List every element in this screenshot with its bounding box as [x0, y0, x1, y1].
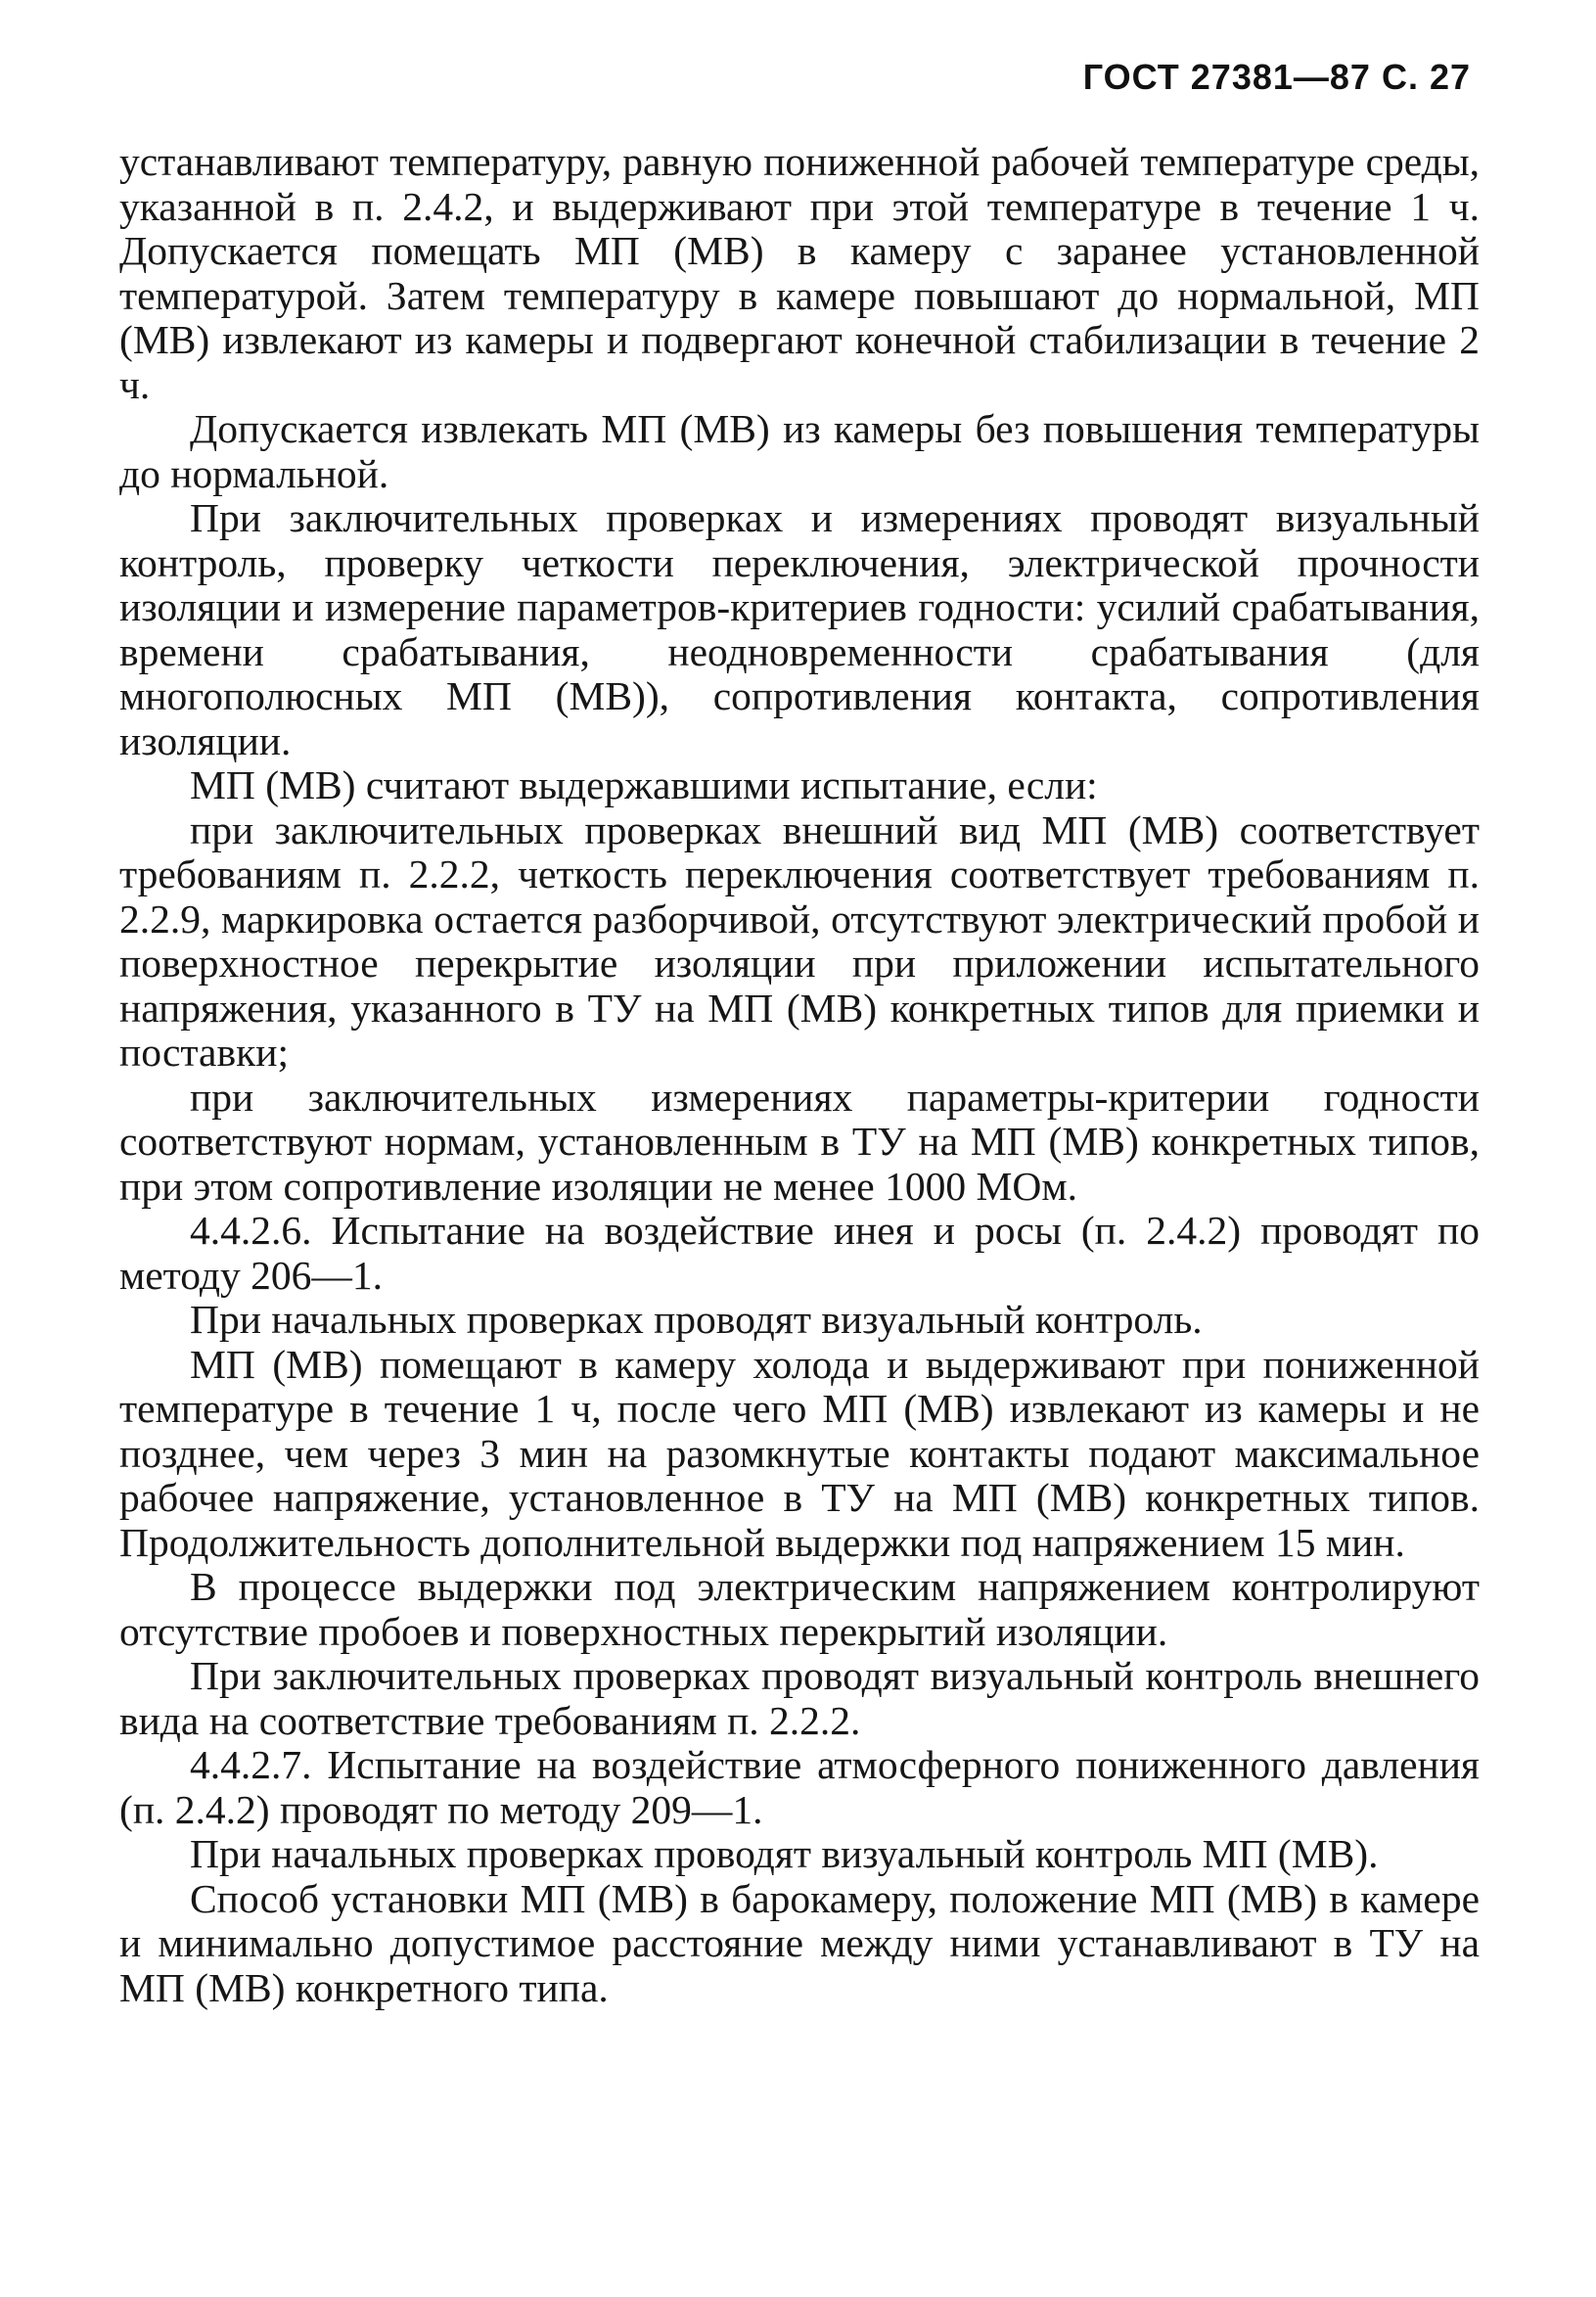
section-4-4-2-6: 4.4.2.6. Испытание на воздействие инея и росы (п. 2.4.2) проводят по методу 206—1.	[119, 1208, 1480, 1298]
paragraph: МП (МВ) считают выдержавшими испытание, если:	[190, 762, 1098, 807]
paragraph: МП (МВ) помещают в камеру холода и выдерживают при пониженной температуре в течение 1 ч, после чего МП (МВ) извлекают из камеры и не позднее, чем через 3 мин на разомкнутые контакты подают максимальное рабочее напряжение, установленное в ТУ на МП (МВ) конкретных типов. Продолжительность дополнительной выдержки под напряжением 15 мин.	[119, 1341, 1480, 1565]
paragraph: Допускается извлекать МП (МВ) из камеры без повышения температуры до нормальной.	[119, 406, 1480, 496]
paragraph: При начальных проверках проводят визуальный контроль МП (МВ).	[190, 1831, 1379, 1876]
standard-number: ГОСТ 27381—87	[1082, 57, 1371, 97]
paragraph: При заключительных проверках и измерениях проводят визуальный контроль, проверку четкости переключения, электрической прочности изоляции и измерение параметров-критериев годности: усилий срабатывания, времени срабатывания, неодновременности срабатывания (для многополюсных МП (МВ)), сопротивления контакта, сопротивления изоляции.	[119, 495, 1480, 763]
body-text	[119, 140, 1480, 2010]
paragraph: при заключительных проверках внешний вид МП (МВ) соответствует требованиям п. 2.2.2, четкость переключения соответствует требованиям п. 2.2.9, маркировка остается разборчивой, отсутствуют электрический пробой и поверхностное перекрытие изоляции при приложении испытательного напряжения, указанного в ТУ на МП (МВ) конкретных типов для приемки и поставки;	[119, 806, 1480, 1075]
paragraph: В процессе выдержки под электрическим напряжением контролируют отсутствие пробоев и поверхностных перекрытий изоляции.	[119, 1564, 1480, 1654]
paragraph: устанавливают температуру, равную пониженной рабочей температуре среды, указанной в п. 2.4.2, и выдерживают при этой температуре в течение 1 ч. Допускается помещать МП (МВ) в камеру с заранее установленной температурой. Затем температуру в камере повышают до нормальной, МП (МВ) извлекают из камеры и подвергают конечной стабилизации в течение 2 ч.	[119, 139, 1480, 407]
paragraph: При заключительных проверках проводят визуальный контроль внешнего вида на соответствие требованиям п. 2.2.2.	[119, 1653, 1480, 1743]
paragraph: Способ установки МП (МВ) в барокамеру, положение МП (МВ) в камере и минимально допустимое расстояние между ними устанавливают в ТУ на МП (МВ) конкретного типа.	[119, 1875, 1480, 2010]
page-header	[1083, 57, 1471, 98]
paragraph: При начальных проверках проводят визуальный контроль.	[190, 1297, 1203, 1342]
page-number: С. 27	[1381, 57, 1471, 97]
paragraph: при заключительных измерениях параметры-критерии годности соответствуют нормам, установленным в ТУ на МП (МВ) конкретных типов, при этом сопротивление изоляции не менее 1000 МОм.	[119, 1074, 1480, 1209]
section-4-4-2-7: 4.4.2.7. Испытание на воздействие атмосферного пониженного давления (п. 2.4.2) проводят по методу 209—1.	[119, 1742, 1480, 1832]
